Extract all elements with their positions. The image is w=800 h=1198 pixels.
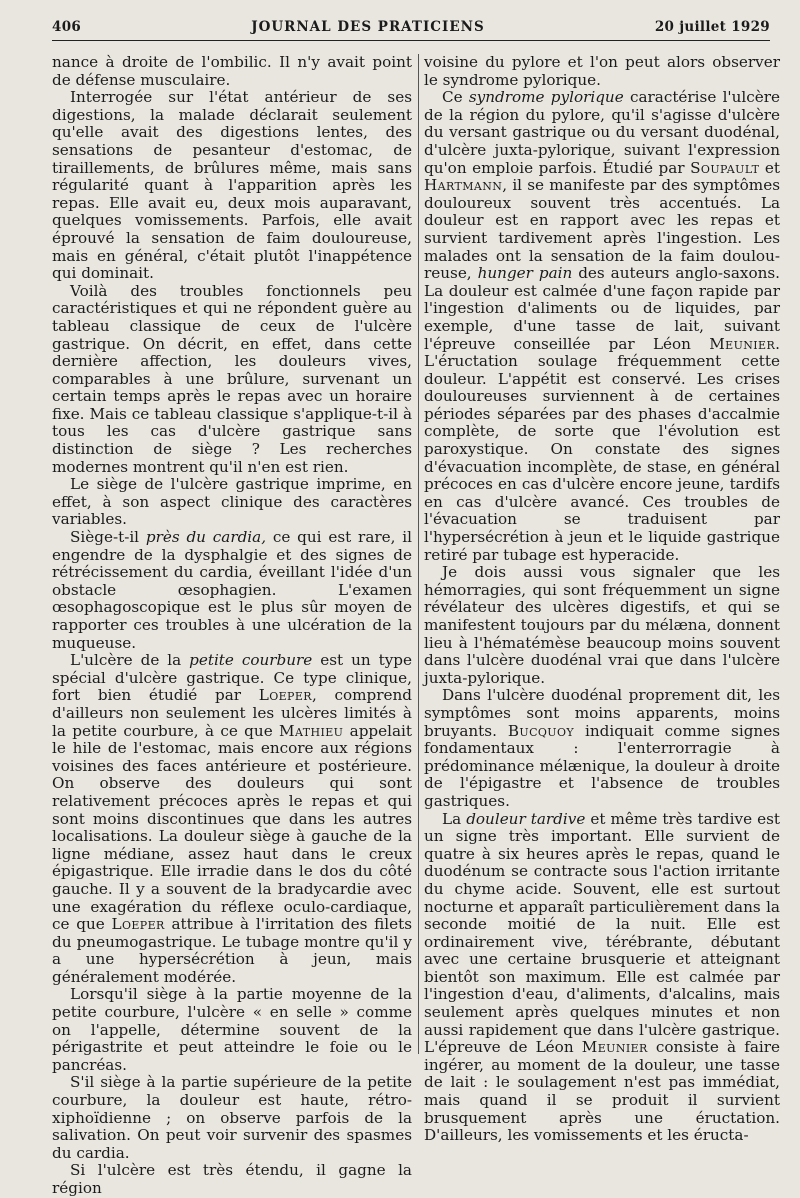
- text-run: consiste à faire ingérer, au moment de la douleur, une tasse de lait : le soulagement n'est pas immédiat, mais quand il se produit il survient brusquement après une éructation. D'ailleurs, les vomissements et les éructa-: [424, 1038, 780, 1145]
- text-run: caractérise l'ulcère de la région du pylore, qu'il s'agisse d'ulcère du versant gastrique ou du versant duodénal, d'ulcère juxta-pylorique, suivant l'expression qu'on emploie parfois. Étudié par: [424, 88, 780, 177]
- text-run: Siège-t-il: [70, 528, 146, 547]
- column-divider: [418, 54, 419, 1054]
- text-run: nance à droite de l'ombilic. Il n'y avait point de défense musculaire.: [52, 53, 412, 89]
- paragraph: [52, 476, 412, 529]
- text-run: S'il siège à la partie supérieure de la petite courbure, la douleur est haute, rétro-xiphoïdienne ; on observe parfois de la salivation. On peut voir survenir des spasmes du cardia.: [52, 1073, 412, 1162]
- paragraph: [52, 652, 412, 986]
- emphasis-text: petite courbure: [189, 651, 313, 670]
- author-name: Soupault: [690, 158, 760, 177]
- right-column: [424, 53, 781, 1145]
- text-run: Le siège de l'ulcère gastrique imprime, en effet, à son aspect clinique des caractères variables.: [52, 475, 412, 529]
- left-column: [52, 53, 413, 1197]
- emphasis-text: syndrome pylorique: [468, 88, 624, 107]
- text-run: Ce: [442, 88, 469, 107]
- text-run: Je dois aussi vous signaler que les hémorragies, qui sont fréquemment un signe révélateur des ulcères digestifs, et qui se manifestent toujours par du mélæna, donnent lieu à l'hématémèse beaucoup moins souvent dans l'ulcère duodénal vrai que dans l'ulcère juxta-pylorique.: [424, 563, 780, 687]
- paragraph: [52, 1162, 412, 1197]
- author-name: Hartmann: [424, 176, 503, 195]
- paragraph: [424, 89, 780, 564]
- paragraph: [52, 54, 412, 89]
- author-name: Meunier: [709, 334, 776, 353]
- page-number: 406: [52, 19, 82, 35]
- text-run: et même très tardive est un signe très important. Elle survient de quatre à six heures après le repas, quand le duodénum se contracte sous l'action irritante du chyme acide. Souvent, elle est surtout nocturne et apparaît particulièrement dans la seconde moitié de la nuit. Elle est ordinairement vive, térébrante, débutant avec une certaine brusquerie et atteignant bientôt son maximum. Elle est calmée par l'ingestion d'eau, d'aliments, d'alcalins, mais seulement après quelques minutes et non aussi rapidement que dans l'ulcère gastrique. L'épreuve de Léon: [424, 809, 780, 1057]
- paragraph: [52, 283, 412, 477]
- paragraph: [52, 1074, 412, 1162]
- author-name: Bucquoy: [507, 721, 575, 740]
- paragraph: [424, 54, 780, 89]
- header-rule: [52, 40, 770, 41]
- text-run: , comprend d'ailleurs non seulement les ulcères limités à la petite courbure, à ce que: [52, 686, 412, 740]
- emphasis-text: hunger pain: [477, 264, 573, 283]
- author-name: Meunier: [581, 1038, 648, 1057]
- journal-title: JOURNAL DES PRATICIENS: [251, 19, 485, 35]
- text-run: appelait le hile de l'estomac, mais encore aux régions voisines des faces antérieure et postérieure. On observe des douleurs qui sont relativement précoces après le repas et qui sont moins discontinues que dans les autres localisations. La douleur siège à gauche de la ligne médiane, assez haut dans le creux épigastrique. Elle irradie dans le dos du côté gauche. Il y a souvent de la bradycardie avec une exagération du réflexe oculo-cardiaque, ce que: [52, 721, 413, 934]
- author-name: Loeper: [111, 915, 165, 934]
- text-run: ce qui est rare, il engendre de la dysphalgie et des signes de rétrécissement du cardia, éveillant l'idée d'un obstacle œsophagien. L'examen œsophagoscopique est le plus sûr moyen de rapporter ces troubles à une ulcération de la muqueuse.: [52, 528, 412, 652]
- emphasis-text: près du cardia,: [145, 528, 267, 547]
- text-run: Dans l'ulcère duodénal proprement dit, les symptômes sont moins apparents, moins bruyants.: [424, 686, 780, 740]
- text-run: indiquait comme signes fondamentaux : l'enterrorragie à prédominance mélænique, la douleur à droite de l'épigastre et l'absence de troubles gastriques.: [424, 721, 780, 810]
- text-run: La: [442, 809, 467, 828]
- text-run: et: [759, 158, 781, 177]
- emphasis-text: douleur tardive: [466, 809, 586, 828]
- paragraph: [424, 811, 780, 1145]
- text-run: Si l'ulcère est très étendu, il gagne la région: [52, 1161, 412, 1197]
- text-run: voisine du pylore et l'on peut alors observer le syndrome pylorique.: [424, 53, 780, 89]
- paragraph: [52, 529, 412, 652]
- text-run: attribue à l'irritation des filets du pneumogastrique. Le tubage montre qu'il y a une hypersécrétion à jeun, mais généralement modérée.: [52, 915, 413, 986]
- paragraph: [52, 89, 412, 283]
- author-name: Loeper: [258, 686, 312, 705]
- text-run: des auteurs anglo-saxons. La douleur est calmée d'une façon rapide par l'ingestion d'aliments ou de liquides, par exemple, d'une tasse de lait, suivant l'épreuve conseillée par Léon: [424, 264, 781, 353]
- text-run: Lorsqu'il siège à la partie moyenne de la petite courbure, l'ulcère « en selle » comme on l'appelle, détermine souvent de la périgastrite et peut atteindre le foie ou le pancréas.: [52, 985, 412, 1074]
- text-run: L'ulcère de la: [70, 651, 190, 670]
- issue-date: 20 juillet 1929: [654, 19, 770, 35]
- text-run: . L'éructation soulage fréquemment cette douleur. L'appétit est conservé. Les crises douloureuses surviennent à de certaines périodes séparées par des phases d'accalmie complète, de sorte que l'évolution est paroxystique. On constate des signes d'évacuation incomplète, de stase, en général précoces en cas d'ulcère encore jeune, tardifs en cas d'ulcère avancé. Ces troubles de l'évacuation se traduisent par l'hypersécrétion à jeun et le liquide gastrique retiré par tubage est hyperacide.: [424, 334, 780, 564]
- author-name: Mathieu: [279, 721, 344, 740]
- text-run: Interrogée sur l'état antérieur de ses digestions, la malade déclarait seulement qu'elle avait des digestions lentes, des sensations de pesanteur d'estomac, de tiraillements, de brûlures même, mais sans régularité quant à l'apparition après les repas. Elle avait eu, deux mois auparavant, quelques vomissements. Parfois, elle avait éprouvé la sensation de faim douloureuse, mais en général, c'était plutôt l'inappétence qui dominait.: [52, 88, 412, 283]
- text-run: est un type spécial d'ulcère gastrique. Ce type clinique, fort bien étudié par: [52, 651, 412, 705]
- paragraph: [52, 986, 412, 1074]
- text-run: , il se manifeste par des symptômes douloureux souvent très accentués. La douleur est en rapport avec les repas et survient tardivement après l'ingestion. Les malades ont la sensation de la faim douloureuse,: [424, 176, 780, 283]
- text-run: Voilà des troubles fonctionnels peu caractéristiques et qui ne répondent guère au tableau classique de ceux de l'ulcère gastrique. On décrit, en effet, dans cette dernière affection, les douleurs vives, comparables à une brûlure, survenant un certain temps après le repas avec un horaire fixe. Mais ce tableau classique s'applique-t-il à tous les cas d'ulcère gastrique sans distinction de siège ? Les recherches modernes montrent qu'il n'en est rien.: [52, 281, 412, 476]
- paragraph: [424, 564, 780, 687]
- paragraph: [424, 687, 780, 810]
- running-header: [52, 16, 770, 38]
